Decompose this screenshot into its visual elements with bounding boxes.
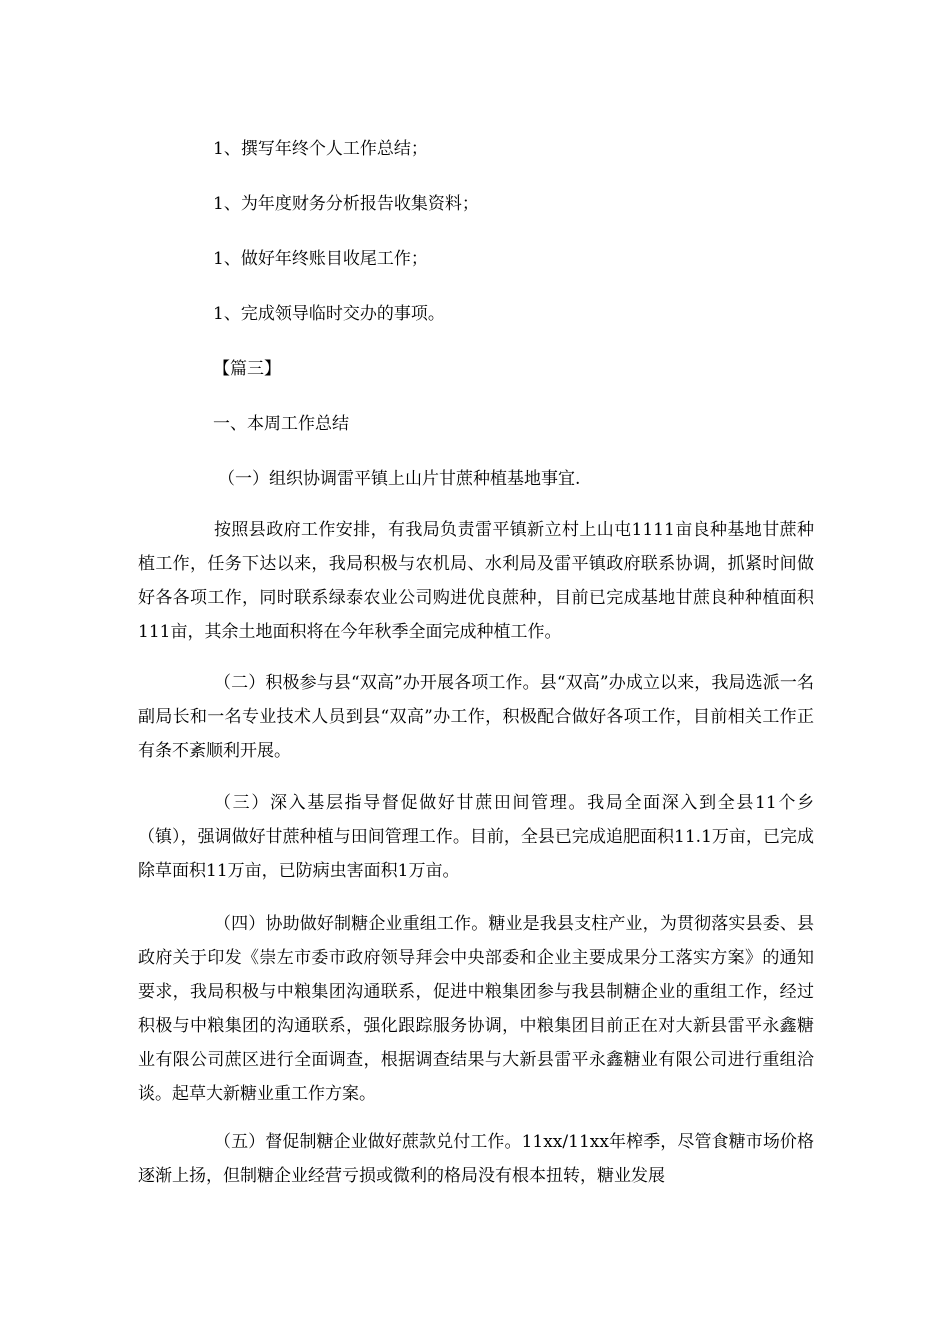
list-item: 1、撰写年终个人工作总结；	[213, 139, 428, 159]
heading-1: 一、本周工作总结	[213, 414, 349, 434]
section-title: 【篇三】	[213, 359, 281, 379]
list-item: 1、完成领导临时交办的事项。	[213, 304, 445, 324]
paragraph-4: （四）协助做好制糖企业重组工作。糖业是我县支柱产业，为贯彻落实县委、县政府关于印发《崇左市委市政府领导拜会中央部委和企业主要成果分工落实方案》的通知要求，我局积极与中粮集团沟通联系，促进中粮集团参与我县制糖企业的重组工作，经过积极与中粮集团的沟通联系，强化跟踪服务协调，中粮集团目前正在对大新县雷平永鑫糖业有限公司蔗区进行全面调查，根据调查结果与大新县雷平永鑫糖业有限公司进行重组洽谈。起草大新糖业重工作方案。	[138, 914, 814, 1104]
list-item: 1、做好年终账目收尾工作；	[213, 249, 428, 269]
paragraph-2: （二）积极参与县“双高”办开展各项工作。县“双高”办成立以来，我局选派一名副局长和一名专业技术人员到县“双高”办工作，积极配合做好各项工作，目前相关工作正有条不紊顺利开展。	[138, 673, 814, 761]
paragraph-3: （三）深入基层指导督促做好甘蔗田间管理。我局全面深入到全县11个乡（镇），强调做好甘蔗种植与田间管理工作。目前，全县已完成追肥面积11.1万亩，已完成除草面积11万亩，已防病虫害面积1万亩。	[138, 793, 814, 881]
subheading-1: （一）组织协调雷平镇上山片甘蔗种植基地事宜.	[218, 469, 581, 489]
paragraph-1: 按照县政府工作安排，有我局负责雷平镇新立村上山屯1111亩良种基地甘蔗种植工作，任务下达以来，我局积极与农机局、水利局及雷平镇政府联系协调，抓紧时间做好各各项工作，同时联系绿泰农业公司购进优良蔗种，目前已完成基地甘蔗良种种植面积111亩，其余土地面积将在今年秋季全面完成种植工作。	[138, 520, 814, 642]
paragraph-5: （五）督促制糖企业做好蔗款兑付工作。11xx/11xx年榨季，尽管食糖市场价格逐渐上扬，但制糖企业经营亏损或微利的格局没有根本扭转，糖业发展	[138, 1132, 814, 1186]
list-item: 1、为年度财务分析报告收集资料；	[213, 194, 479, 214]
